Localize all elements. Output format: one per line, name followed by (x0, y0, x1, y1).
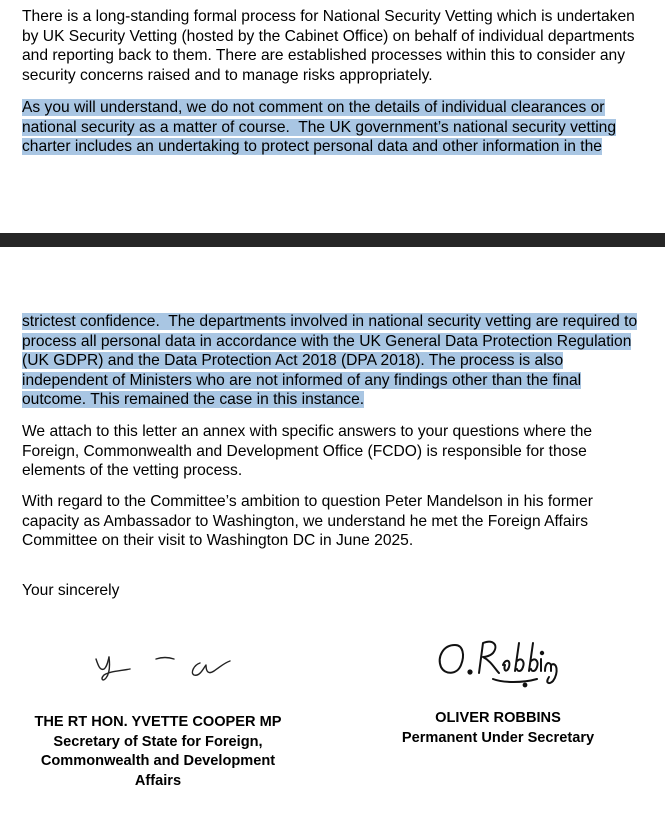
signatory-title: Affairs (134, 772, 182, 789)
text-line: We attach to this letter an annex with specific answers to your questions where the (22, 423, 593, 440)
highlighted-text-line: process all personal data in accordance with the UK General Data Protection Regulation (22, 332, 632, 350)
paragraph-no-comment (22, 98, 662, 157)
paragraph-annex (22, 422, 662, 481)
text-line: There is a long-standing formal process for National Security Vetting which is undertaken (22, 8, 635, 25)
signatory-right (383, 709, 613, 748)
text-line: security concerns raised and to manage risks appropriately. (22, 66, 433, 84)
text-line: With regard to the Committee’s ambition to question Peter Mandelson in his former (22, 493, 593, 510)
page-break-divider (0, 233, 665, 247)
text-line: elements of the vetting process. (22, 462, 243, 480)
text-line: capacity as Ambassador to Washington, we understand he met the Foreign Affairs (22, 512, 589, 530)
text-line: and reporting back to them. There are established processes within this to consider any (22, 47, 626, 65)
signatory-title: Permanent Under Secretary (401, 729, 595, 746)
text-line: by UK Security Vetting (hosted by the Cabinet Office) on behalf of individual departments (22, 27, 635, 45)
highlighted-text-line: national security as a matter of course. The UK government’s national security vetting (22, 118, 617, 136)
highlighted-text-line: outcome. This remained the case in this instance. (22, 391, 365, 409)
paragraph-data-protection (22, 312, 662, 410)
highlighted-text-line: independent of Ministers who are not informed of any findings other than the final (22, 371, 582, 389)
paragraph-committee (22, 492, 662, 551)
signatory-left (28, 713, 288, 791)
signatory-name: THE RT HON. YVETTE COOPER MP (34, 714, 282, 730)
signatory-title: Commonwealth and Development (40, 753, 276, 770)
text-line: Foreign, Commonwealth and Development Office (FCDO) is responsible for those (22, 442, 587, 460)
closing-text: Your sincerely (22, 582, 120, 599)
signatory-title: Secretary of State for Foreign, (53, 733, 263, 750)
closing-salutation (22, 581, 662, 601)
highlighted-text-line: As you will understand, we do not comment on the details of individual clearances or (22, 99, 605, 116)
text-line: Committee on their visit to Washington DC in June 2025. (22, 532, 414, 550)
paragraph-vetting-process (22, 7, 662, 85)
signatory-name: OLIVER ROBBINS (435, 710, 561, 726)
signature-oliver-robbins (433, 635, 563, 690)
signature-yvette-cooper (90, 645, 260, 690)
highlighted-text-line: charter includes an undertaking to protect personal data and other information in the (22, 138, 602, 156)
highlighted-text-line: strictest confidence. The departments involved in national security vetting are required to (22, 313, 638, 330)
highlighted-text-line: (UK GDPR) and the Data Protection Act 2018 (DPA 2018). The process is also (22, 352, 564, 370)
